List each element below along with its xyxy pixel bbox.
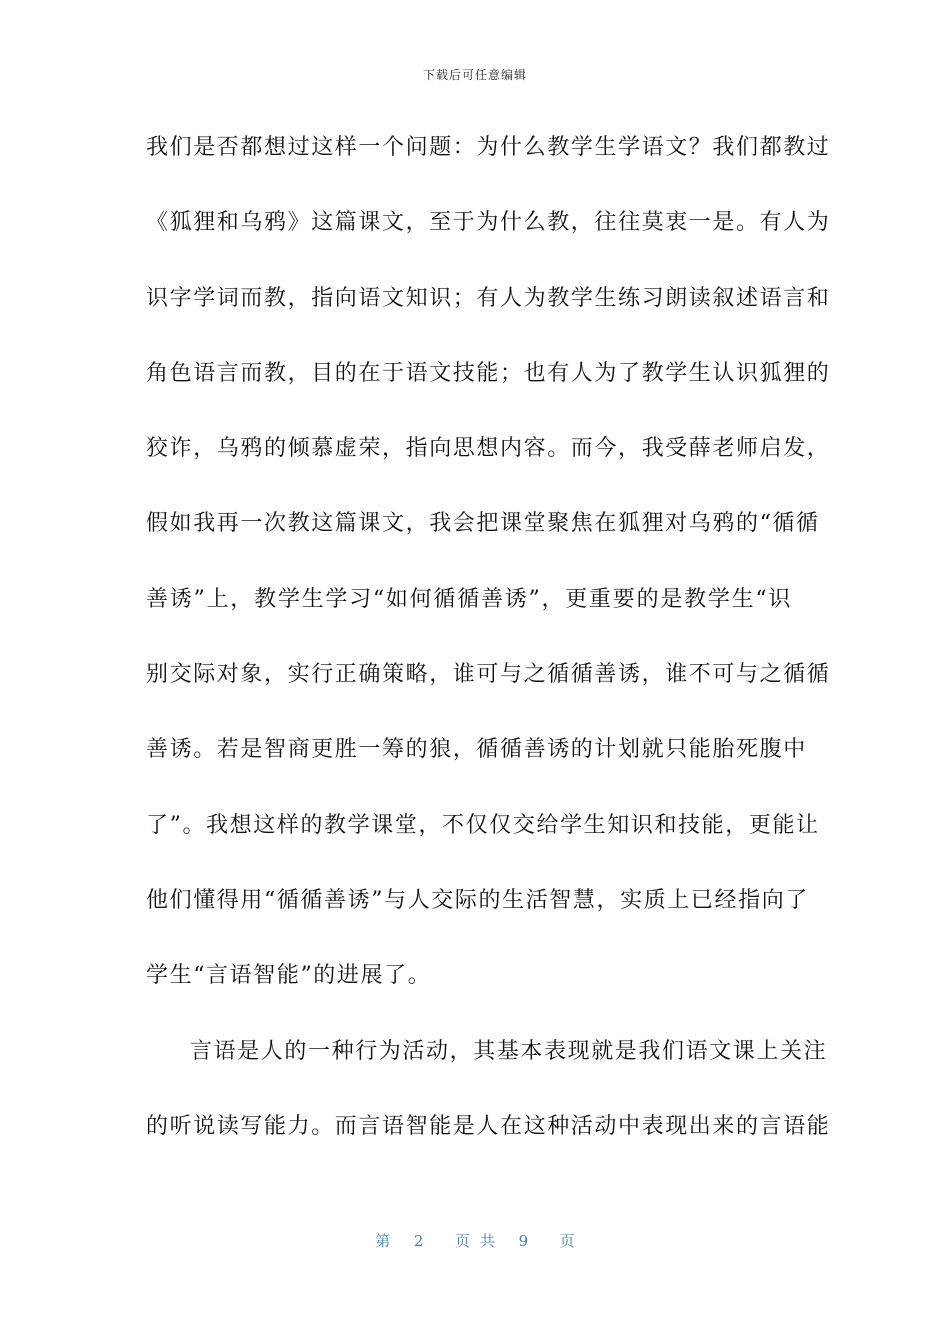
- body-line: 善诱。若是智商更胜一筹的狼，循循善诱的计划就只能胎死腹中: [146, 737, 807, 763]
- document-body: [146, 130, 831, 1184]
- total-pages: 9: [518, 1232, 529, 1250]
- body-line: 角色语言而教，目的在于语文技能；也有人为了教学生认识狐狸的: [146, 360, 831, 386]
- page-suffix: 页: [559, 1232, 575, 1250]
- page-number: 2: [413, 1232, 424, 1250]
- body-line: 学生“言语智能”的进展了。: [146, 963, 432, 989]
- body-line: 我们是否都想过这样一个问题：为什么教学生学语文？我们都教过: [146, 135, 831, 160]
- body-line: 狡诈，乌鸦的倾慕虚荣，指向思想内容。而今，我受薛老师启发，: [146, 436, 831, 462]
- body-line: 了”。我想这样的教学课堂，不仅仅交给学生知识和技能，更能让: [146, 812, 820, 838]
- paragraph-first-line: 言语是人的一种行为活动，其基本表现就是我们语文课上关注: [190, 1038, 828, 1064]
- page-header: 下载后可任意编辑: [422, 68, 527, 82]
- body-line: 假如我再一次教这篇课文，我会把课堂聚焦在狐狸对乌鸦的“循循: [146, 511, 820, 537]
- page-footer: [0, 1230, 950, 1251]
- body-line: 《狐狸和乌鸦》这篇课文，至于为什么教，往往莫衷一是。有人为: [146, 210, 831, 236]
- page-mid-label: 页共: [454, 1232, 505, 1250]
- body-line: 善诱”上，教学生学习“如何循循善诱”，更重要的是教学生“识: [146, 586, 792, 612]
- body-line: 别交际对象，实行正确策略，谁可与之循循善诱，谁不可与之循循: [146, 662, 831, 688]
- body-line: 的听说读写能力。而言语智能是人在这种活动中表现出来的言语能: [146, 1113, 831, 1139]
- body-line: 他们懂得用“循循善诱”与人交际的生活智慧，实质上已经指向了: [146, 887, 809, 913]
- body-line: 识字学词而教，指向语文知识；有人为教学生练习朗读叙述语言和: [146, 285, 831, 311]
- page-label: 第: [375, 1232, 391, 1250]
